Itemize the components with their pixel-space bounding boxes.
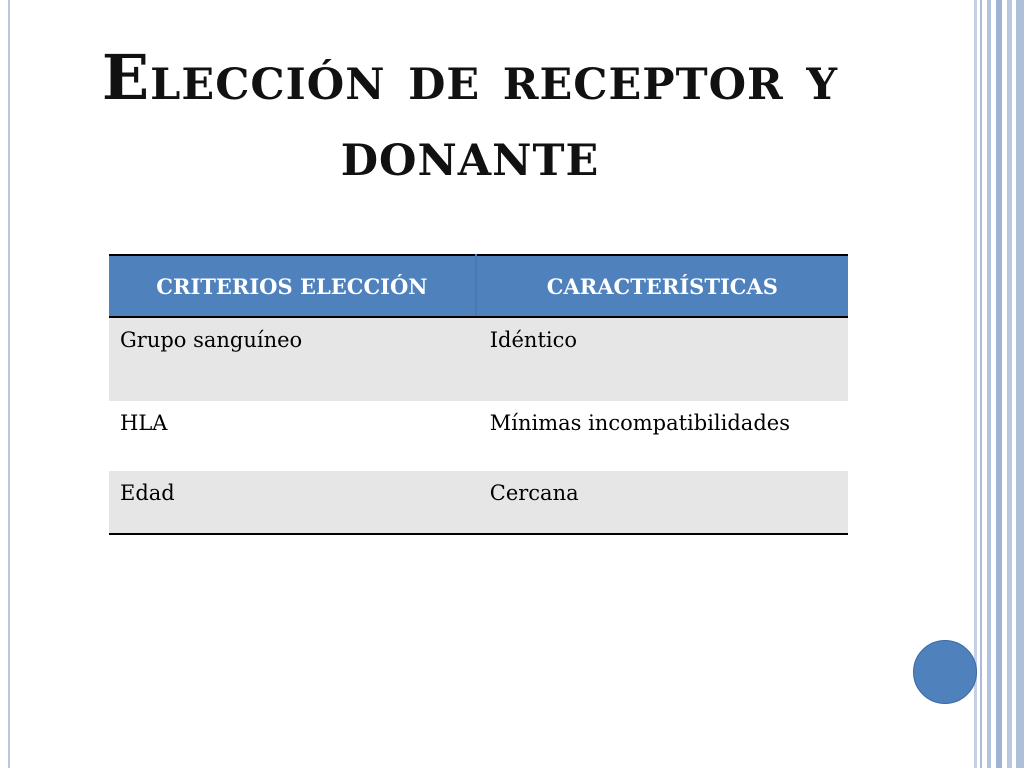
stripe <box>980 0 982 768</box>
table-cell-criterion: Grupo sanguíneo <box>109 317 476 401</box>
criteria-table <box>109 254 848 535</box>
table-cell-characteristic: Cercana <box>476 471 848 534</box>
right-decorative-stripes <box>974 0 1024 768</box>
stripe <box>996 0 1002 768</box>
table-row <box>109 471 848 534</box>
column-header-criteria: CRITERIOS ELECCIÓN <box>109 255 476 317</box>
table-row <box>109 317 848 401</box>
stripe <box>1016 0 1024 768</box>
left-border-line <box>8 0 10 768</box>
table-cell-characteristic: Idéntico <box>476 317 848 401</box>
table-row <box>109 401 848 471</box>
table-cell-characteristic: Mínimas incompatibilidades <box>476 401 848 471</box>
table-cell-criterion: Edad <box>109 471 476 534</box>
table-cell-criterion: HLA <box>109 401 476 471</box>
slide-title-line-1: Elección de receptor y <box>101 41 839 114</box>
stripe <box>1007 0 1012 768</box>
stripe <box>987 0 991 768</box>
slide-title-line-2: donante <box>340 117 600 190</box>
criteria-table-container <box>109 254 848 535</box>
slide-title <box>40 40 900 192</box>
column-header-characteristics: CARACTERÍSTICAS <box>476 255 848 317</box>
table-header-row <box>109 255 848 317</box>
decorative-circle <box>913 640 977 704</box>
stripe <box>974 0 977 768</box>
